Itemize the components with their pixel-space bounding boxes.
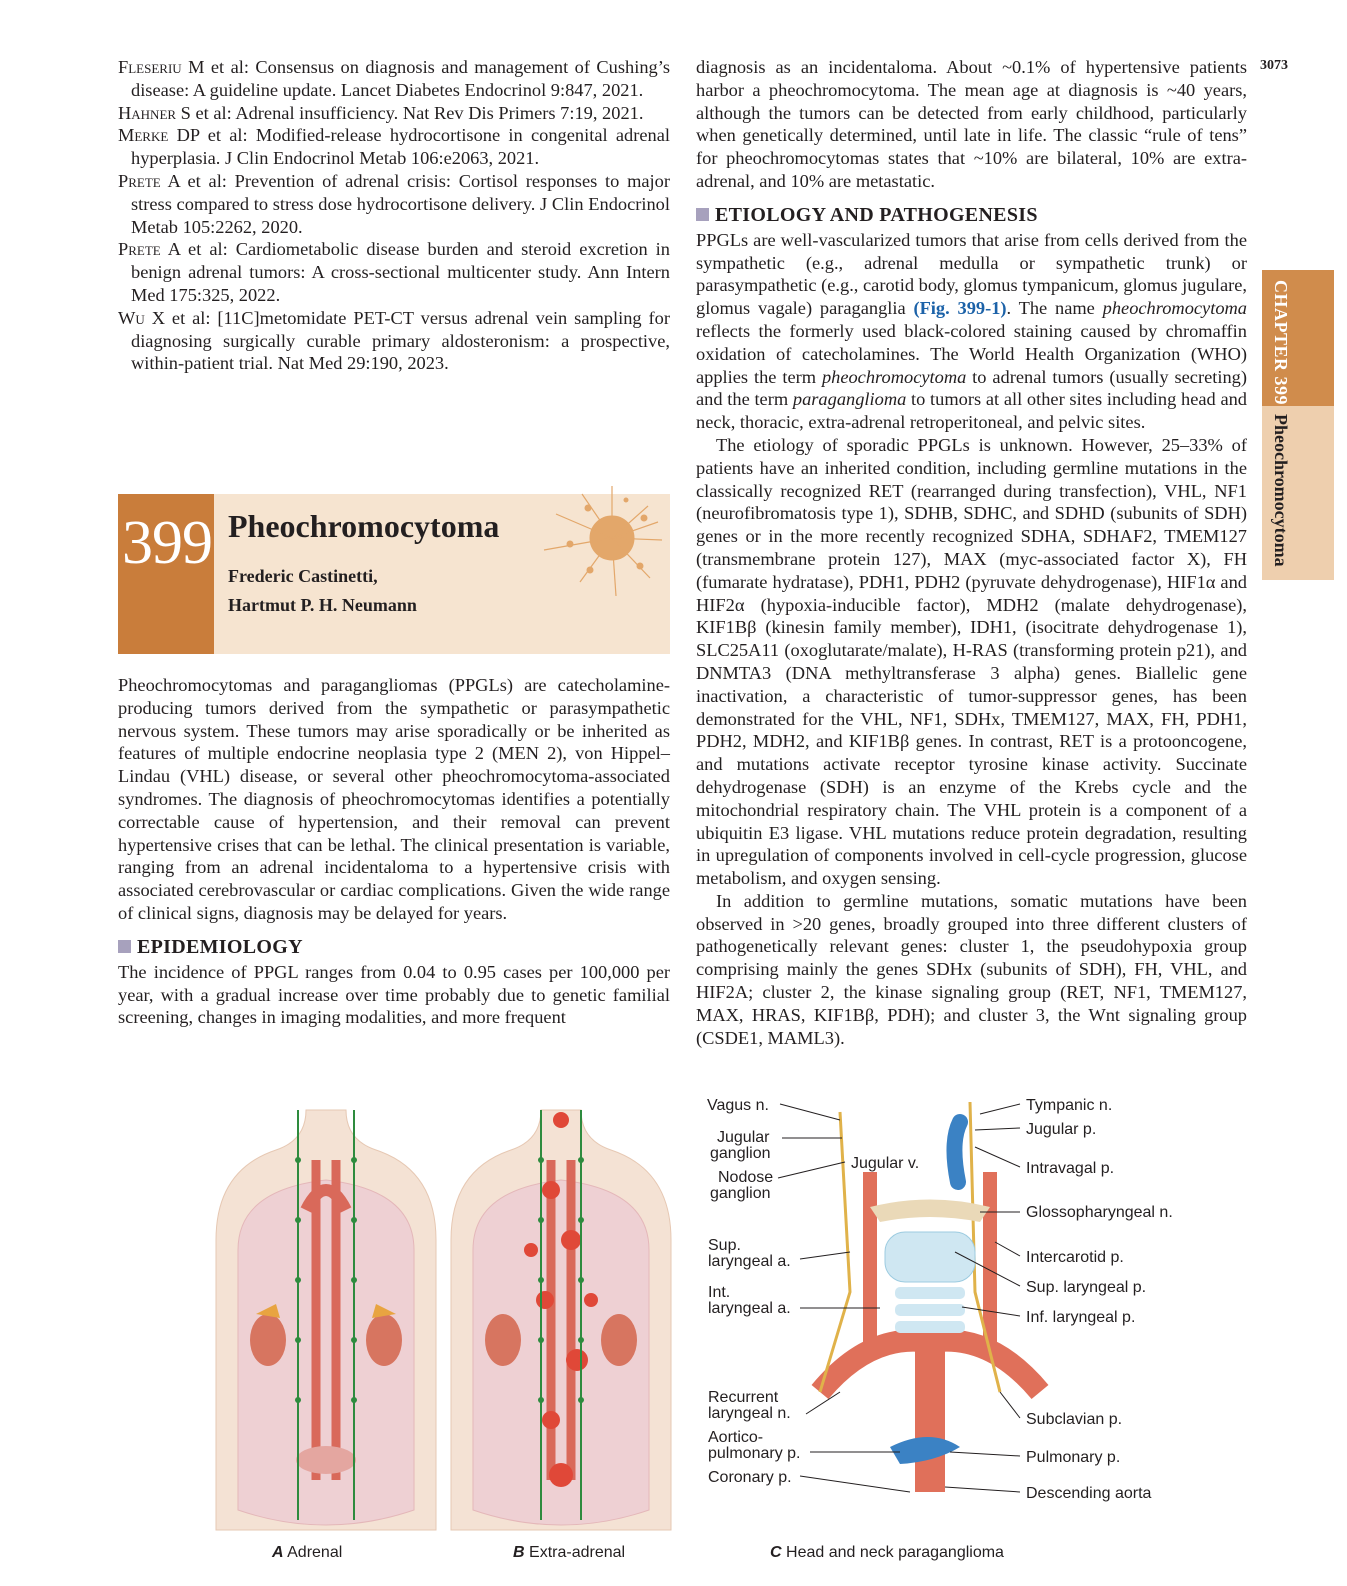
svg-text:Inf. laryngeal p.: Inf. laryngeal p.: [1026, 1309, 1136, 1326]
svg-text:Vagus n.: Vagus n.: [707, 1097, 769, 1114]
chapter-title-tab-label: Pheochromocytoma: [1271, 414, 1291, 567]
chapter-tab-label: CHAPTER 399: [1271, 280, 1291, 406]
svg-text:Jugular p.: Jugular p.: [1026, 1121, 1097, 1138]
svg-text:Recurrent: Recurrent: [708, 1389, 779, 1406]
section-heading-epidemiology: EPIDEMIOLOGY: [118, 935, 670, 959]
figure-panel-a-label: A Adrenal: [272, 1544, 343, 1561]
figure-panel-c: [700, 1092, 1200, 1522]
right-column: [696, 56, 1247, 1049]
reference-item: Merke DP et al: Modified-release hydrocortisone in congenital adrenal hyperplasia. J Clin Endocrinol Metab 106:e2063, 2021.: [118, 125, 670, 169]
intro-column: [118, 674, 670, 1029]
epidemiology-paragraph: The incidence of PPGL ranges from 0.04 to 0.95 cases per 100,000 per year, with a gradual increase over time probably due to genetic familial screening, changes in imaging modalities, and more frequent: [118, 961, 670, 1028]
reference-item: Hahner S et al: Adrenal insufficiency. Nat Rev Dis Primers 7:19, 2021.: [118, 102, 644, 123]
reference-list: [118, 56, 670, 375]
chapter-number-box: [118, 494, 214, 654]
epidemiology-paragraph-continued: diagnosis as an incidentaloma. About ~0.1% of hypertensive patients harbor a pheochromocytoma. The mean age at diagnosis is ~40 years, although the tumors can be detected from early childhood, particularly when genetically determined, until late in life. The classic “rule of tens” for pheochromocytomas states that ~10% are bilateral, 10% are extra-adrenal, and 10% are metastatic.: [696, 57, 1247, 191]
figure-panels-ab: [176, 1100, 706, 1540]
svg-text:Int.: Int.: [708, 1284, 731, 1301]
chapter-title-tab: [1262, 406, 1334, 580]
svg-text:laryngeal a.: laryngeal a.: [708, 1300, 791, 1317]
chapter-tab: [1262, 270, 1334, 406]
etiology-paragraph-2: The etiology of sporadic PPGLs is unknown. However, 25–33% of patients have an inherited condition, including germline mutations in the classically recognized RET (rearranged during transfection), VHL, NF1 (neurofibromatosis type 1), SDHB, SDHC, and SDHD (subunits of SDH) genes or in the more recently recognized SDHA, SDHAF2, TMEM127 (transmembrane protein 127), MAX (myc-associated factor X), FH (fumarate hydratase), PDH1, PDH2 (pyruvate dehydrogenase), HIF1α and HIF2α (hypoxia-inducible factor), MDH2 (malate dehydrogenase), KIF1Bβ (kinesin family member), IDH1, (isocitrate dehydrogenase 1), SLC25A11 (oxoglutarate/malate), H-RAS (transforming protein p21), and DNMTA3 (DNA methyltransferase 3 alpha) genes. Biallelic gene inactivation, a characteristic of tumor-suppressor genes, has been demonstrated for the VHL, NF1, SDHx, TMEM127, MAX, FH, PDH1, PDH2, MDH2, and KIF1Bβ genes. In contrast, RET is a protooncogene, and mutations activate receptor tyrosine kinase activity. Succinate dehydrogenase (SDH) is an enzyme of the Krebs cycle and the mitochondrial respiratory chain. The VHL protein is a component of a ubiquitin E3 ligase. VHL mutations reduce protein degradation, resulting in upregulation of components involved in cell-cycle progression, glucose metabolism, and oxygen sensing.: [696, 434, 1247, 889]
svg-text:Aortico-: Aortico-: [708, 1429, 764, 1446]
heading-square-icon: [696, 208, 709, 221]
svg-text:laryngeal n.: laryngeal n.: [708, 1405, 791, 1422]
svg-text:Jugular: Jugular: [717, 1129, 770, 1146]
decorative-splat-icon: [530, 478, 670, 628]
svg-text:laryngeal a.: laryngeal a.: [708, 1253, 791, 1270]
figure-panel-c-label: C Head and neck paraganglioma: [770, 1544, 1004, 1561]
svg-text:Pulmonary p.: Pulmonary p.: [1026, 1449, 1121, 1466]
center-label: Jugular v.: [851, 1155, 920, 1172]
torso-extra-adrenal-illustration: [451, 1110, 671, 1530]
reference-item: Prete A et al: Cardiometabolic disease burden and steroid excretion in benign adrenal tumors: A cross-sectional multicenter study. Ann Intern Med 175:325, 2022.: [118, 239, 670, 305]
right-labels: [1026, 1097, 1173, 1502]
etiology-paragraph-3: In addition to germline mutations, somatic mutations have been observed in >20 genes, broadly grouped into three different clusters of pathogenetically relevant genes: cluster 1, the pseudohypoxia group comprising mainly the genes SDHx (subunits of SDH), FH, VHL, and HIF2A; cluster 2, the kinase signaling group (RET, NF1, TMEM127, MAX, HRAS, KIF1Bβ, PDH); and cluster 3, the Wnt signaling group (CSDE1, MAML3).: [696, 890, 1247, 1048]
svg-text:Tympanic n.: Tympanic n.: [1026, 1097, 1113, 1114]
intro-paragraph: Pheochromocytomas and paragangliomas (PPGLs) are catecholamine-producing tumors derived from the sympathetic or parasympathetic nervous system. These tumors may arise sporadically or be inherited as features of multiple endocrine neoplasia type 2 (MEN 2), von Hippel–Lindau (VHL) disease, or several other pheochromocytoma-associated syndromes. The diagnosis of pheochromocytomas identifies a potentially correctable cause of hypertension, and their removal can prevent hypertensive crises that can be lethal. The clinical presentation is variable, ranging from an adrenal incidentaloma to a hypertensive crisis with associated cerebrovascular or cardiac complications. Given the wide range of clinical signs, diagnosis may be delayed for years.: [118, 675, 670, 923]
svg-text:Subclavian p.: Subclavian p.: [1026, 1411, 1123, 1428]
svg-text:Descending aorta: Descending aorta: [1026, 1485, 1152, 1502]
chapter-title: Pheochromocytoma: [228, 508, 500, 544]
reference-item: Fleseriu M et al: Consensus on diagnosis and management of Cushing’s disease: A guideline update. Lancet Diabetes Endocrinol 9:847, 2021.: [118, 57, 670, 100]
svg-text:Intercarotid p.: Intercarotid p.: [1026, 1249, 1124, 1266]
svg-text:Sup.: Sup.: [708, 1237, 741, 1254]
svg-text:pulmonary p.: pulmonary p.: [708, 1445, 801, 1462]
chapter-author: Frederic Castinetti,: [228, 566, 378, 586]
heading-square-icon: [118, 940, 131, 953]
chapter-number: 399: [122, 509, 212, 577]
etiology-paragraph-1: PPGLs are well-vascularized tumors that arise from cells derived from the sympathetic (e.g., adrenal medulla or sympathetic trunk) or parasympathetic (e.g., carotid body, glomus tympanicum, glomus jugulare, glomus vagale) paraganglia (Fig. 399-1). The name pheochromocytoma reflects the formerly used black-colored staining caused by chromaffin oxidation of catecholamines. The World Health Organization (WHO) applies the term pheochromocytoma to adrenal tumors (usually secreting) and the term paraganglioma to tumors at all other sites including head and neck, thoracic, extra-adrenal retroperitoneal, and pelvic sites.: [696, 229, 1247, 433]
section-heading-etiology: ETIOLOGY AND PATHOGENESIS: [696, 203, 1247, 227]
figure-link[interactable]: (Fig. 399-1): [913, 298, 1007, 319]
reference-item: Wu X et al: [11C]metomidate PET-CT versus adrenal vein sampling for diagnosing surgically curable primary aldosteronism: a prospective, within-patient trial. Nat Med 29:190, 2023.: [118, 307, 670, 374]
figure-panel-b-label: B Extra-adrenal: [513, 1544, 626, 1561]
svg-text:ganglion: ganglion: [710, 1145, 771, 1162]
reference-item: Prete A et al: Prevention of adrenal crisis: Cortisol responses to major stress compared to stress dose hydrocortisone delivery. J Clin Endocrinol Metab 105:2262, 2020.: [118, 170, 670, 237]
svg-text:ganglion: ganglion: [710, 1185, 771, 1202]
page-number: 3073: [1260, 58, 1288, 73]
torso-adrenal-illustration: [216, 1110, 436, 1530]
svg-text:Intravagal p.: Intravagal p.: [1026, 1160, 1115, 1177]
svg-text:Sup. laryngeal p.: Sup. laryngeal p.: [1026, 1279, 1147, 1296]
chapter-author: Hartmut P. H. Neumann: [228, 595, 417, 615]
svg-text:Nodose: Nodose: [718, 1169, 774, 1186]
svg-text:Glossopharyngeal n.: Glossopharyngeal n.: [1026, 1204, 1173, 1221]
left-labels: [707, 1097, 801, 1486]
svg-text:Coronary p.: Coronary p.: [708, 1469, 792, 1486]
